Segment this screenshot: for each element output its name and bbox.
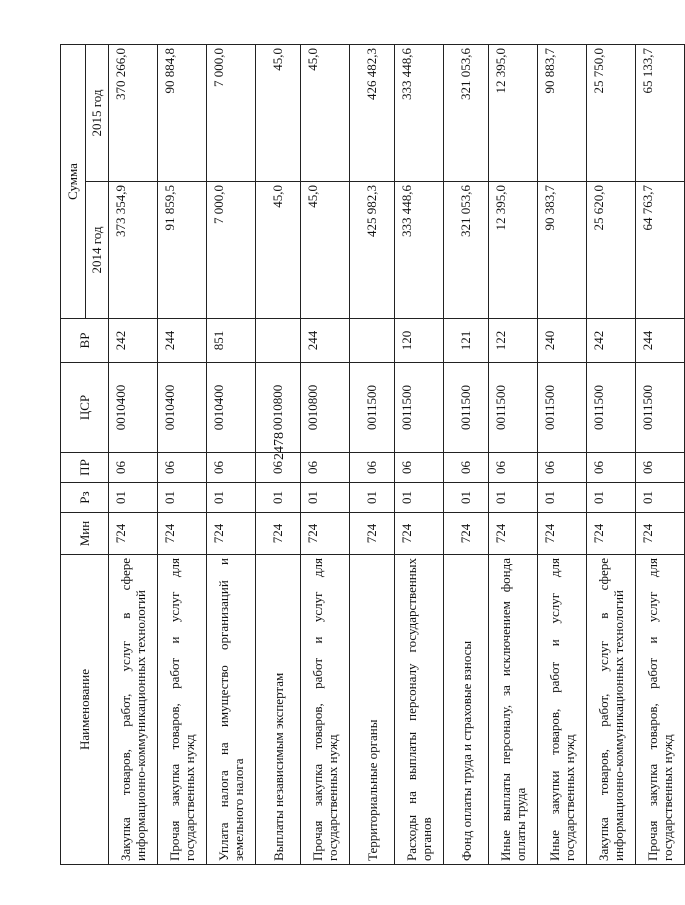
cell-pr: 06 <box>350 453 395 483</box>
cell-rz: 01 <box>350 483 395 513</box>
cell-min: 724 <box>587 513 636 555</box>
cell-rz: 01 <box>538 483 587 513</box>
header-name: Наименование <box>61 555 109 865</box>
cell-min: 724 <box>109 513 158 555</box>
table-row <box>636 45 685 865</box>
table-row <box>350 45 395 865</box>
cell-vr: 244 <box>301 319 350 363</box>
cell-y2015: 45,0 <box>256 45 301 182</box>
cell-min: 724 <box>158 513 207 555</box>
cell-min: 724 <box>350 513 395 555</box>
header-2014: 2014 год <box>86 182 109 319</box>
cell-vr: 244 <box>636 319 685 363</box>
cell-name: Иные закупки товаров, работ и услуг для государственных нужд <box>538 555 587 865</box>
cell-name: Закупка товаров, работ, услуг в сфере информационно-коммуникационных технологий <box>587 555 636 865</box>
cell-y2015: 12 395,0 <box>489 45 538 182</box>
header-csr: ЦСР <box>61 363 109 453</box>
cell-name: Закупка товаров, работ, услуг в сфере информационно-коммуникационных технологий <box>109 555 158 865</box>
cell-y2015: 45,0 <box>301 45 350 182</box>
cell-y2014: 45,0 <box>256 182 301 319</box>
cell-pr: 06 <box>301 453 350 483</box>
cell-pr: 06 <box>395 453 444 483</box>
cell-y2014: 373 354,9 <box>109 182 158 319</box>
header-min: Мин <box>61 513 109 555</box>
cell-csr: 0011500 <box>444 363 489 453</box>
cell-y2015: 370 266,0 <box>109 45 158 182</box>
cell-name: Прочая закупка товаров, работ и услуг для государственных нужд <box>158 555 207 865</box>
cell-rz: 01 <box>158 483 207 513</box>
cell-csr: 0010400 <box>158 363 207 453</box>
budget-table <box>60 44 685 865</box>
cell-name: Прочая закупка товаров, работ и услуг для государственных нужд <box>301 555 350 865</box>
cell-rz: 01 <box>109 483 158 513</box>
cell-y2014: 12 395,0 <box>489 182 538 319</box>
cell-name: Территориальные органы <box>350 555 395 865</box>
table-row <box>489 45 538 865</box>
cell-vr: 122 <box>489 319 538 363</box>
cell-min: 724 <box>489 513 538 555</box>
cell-vr: 121 <box>444 319 489 363</box>
cell-min: 724 <box>256 513 301 555</box>
cell-rz: 01 <box>395 483 444 513</box>
table-row <box>109 45 158 865</box>
cell-y2014: 321 053,6 <box>444 182 489 319</box>
table-row <box>538 45 587 865</box>
cell-y2014: 25 620,0 <box>587 182 636 319</box>
cell-name: Расходы на выплаты персоналу государственных органов <box>395 555 444 865</box>
cell-y2014: 425 982,3 <box>350 182 395 319</box>
cell-pr: 06 <box>636 453 685 483</box>
cell-y2015: 333 448,6 <box>395 45 444 182</box>
cell-y2014: 333 448,6 <box>395 182 444 319</box>
cell-y2014: 45,0 <box>301 182 350 319</box>
cell-pr: 06 <box>256 453 301 483</box>
table-row <box>395 45 444 865</box>
table-row <box>587 45 636 865</box>
cell-y2015: 65 133,7 <box>636 45 685 182</box>
cell-vr: 120 <box>395 319 444 363</box>
cell-y2015: 25 750,0 <box>587 45 636 182</box>
cell-pr: 06 <box>207 453 256 483</box>
table-row <box>256 45 301 865</box>
table-body <box>109 45 685 865</box>
cell-pr: 06 <box>444 453 489 483</box>
cell-rz: 01 <box>489 483 538 513</box>
cell-csr: 0011500 <box>395 363 444 453</box>
cell-vr <box>350 319 395 363</box>
cell-rz: 01 <box>207 483 256 513</box>
cell-csr: 0011500 <box>538 363 587 453</box>
header-pr: ПР <box>61 453 109 483</box>
cell-csr: 0011500 <box>350 363 395 453</box>
cell-rz: 01 <box>444 483 489 513</box>
cell-y2014: 64 763,7 <box>636 182 685 319</box>
cell-vr: 244 <box>158 319 207 363</box>
cell-y2014: 91 859,5 <box>158 182 207 319</box>
cell-csr: 0010800 <box>256 363 301 453</box>
table-row <box>301 45 350 865</box>
cell-pr: 06 <box>587 453 636 483</box>
cell-rz: 01 <box>587 483 636 513</box>
cell-csr: 0011500 <box>489 363 538 453</box>
cell-csr: 0010400 <box>109 363 158 453</box>
header-vr: ВР <box>61 319 109 363</box>
cell-pr: 06 <box>158 453 207 483</box>
cell-y2015: 426 482,3 <box>350 45 395 182</box>
cell-vr: 240 <box>538 319 587 363</box>
table-row <box>207 45 256 865</box>
cell-min: 724 <box>301 513 350 555</box>
cell-vr: 242 <box>587 319 636 363</box>
table-row <box>158 45 207 865</box>
header-2015: 2015 год <box>86 45 109 182</box>
cell-vr: 851 <box>207 319 256 363</box>
cell-y2015: 321 053,6 <box>444 45 489 182</box>
cell-name: Прочая закупка товаров, работ и услуг для государственных нужд <box>636 555 685 865</box>
cell-rz: 01 <box>256 483 301 513</box>
cell-name: Иные выплаты персоналу, за исключением фонда оплаты труда <box>489 555 538 865</box>
cell-y2014: 90 383,7 <box>538 182 587 319</box>
cell-csr: 0011500 <box>587 363 636 453</box>
header-rz: Рз <box>61 483 109 513</box>
cell-vr: 242 <box>109 319 158 363</box>
cell-pr: 06 <box>538 453 587 483</box>
cell-pr: 06 <box>489 453 538 483</box>
cell-vr <box>256 319 301 363</box>
cell-rz: 01 <box>301 483 350 513</box>
table-row <box>444 45 489 865</box>
cell-min: 724 <box>444 513 489 555</box>
cell-csr: 0010800 <box>301 363 350 453</box>
rotated-table-container <box>60 45 675 865</box>
cell-min: 724 <box>636 513 685 555</box>
header-row <box>61 45 86 865</box>
cell-min: 724 <box>538 513 587 555</box>
cell-y2014: 7 000,0 <box>207 182 256 319</box>
header-sum: Сумма <box>61 45 86 319</box>
cell-rz: 01 <box>636 483 685 513</box>
page-number: 2478 <box>272 432 287 460</box>
cell-y2015: 90 884,8 <box>158 45 207 182</box>
cell-min: 724 <box>207 513 256 555</box>
cell-name: Уплата налога на имущество организаций и земельного налога <box>207 555 256 865</box>
cell-y2015: 7 000,0 <box>207 45 256 182</box>
cell-name: Фонд оплаты труда и страховые взносы <box>444 555 489 865</box>
cell-csr: 0011500 <box>636 363 685 453</box>
cell-y2015: 90 883,7 <box>538 45 587 182</box>
cell-csr: 0010400 <box>207 363 256 453</box>
cell-name: Выплаты независимым экспертам <box>256 555 301 865</box>
cell-pr: 06 <box>109 453 158 483</box>
cell-min: 724 <box>395 513 444 555</box>
